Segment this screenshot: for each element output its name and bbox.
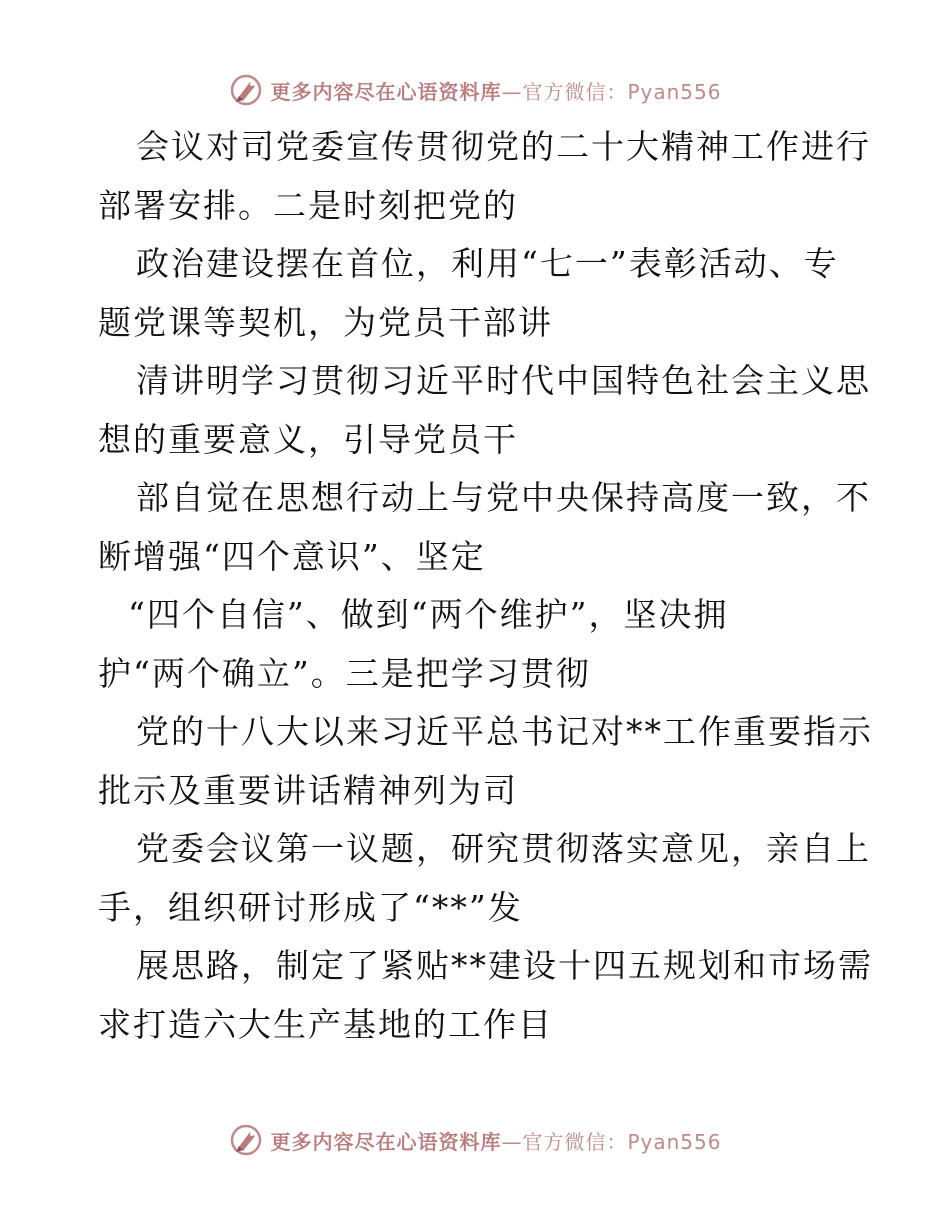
text-line: 护“两个确立”。三是把学习贯彻: [98, 653, 591, 693]
footer-banner-wechat: 官方微信：Pyan556: [522, 1129, 722, 1154]
header-banner-main: 更多内容尽在心语资料库: [270, 79, 502, 104]
text-line: 党委会议第一议题，研究贯彻落实意见，亲自上: [136, 829, 871, 868]
footer-banner-dash: —: [501, 1129, 523, 1154]
header-banner-text: [270, 76, 721, 105]
text-line: “四个自信”、做到“两个维护”，坚决拥: [128, 595, 729, 634]
footer-banner-inner: [228, 1122, 721, 1158]
header-banner-inner: [228, 72, 721, 108]
text-line: 题党课等契机，为党员干部讲: [98, 302, 553, 342]
pen-nib-logo-icon: [228, 1122, 264, 1158]
text-line: 展思路，制定了紧贴**建设十四五规划和市场需: [136, 946, 873, 985]
text-line: 想的重要意义，引导党员干: [98, 419, 518, 459]
pen-nib-logo-icon: [228, 72, 264, 108]
text-line: 党的十八大以来习近平总书记对**工作重要指示: [136, 712, 873, 751]
footer-banner-main: 更多内容尽在心语资料库: [270, 1129, 502, 1154]
footer-banner-text: [270, 1126, 721, 1155]
text-line: 清讲明学习贯彻习近平时代中国特色社会主义思: [136, 361, 871, 400]
header-banner-wechat: 官方微信：Pyan556: [522, 79, 722, 104]
text-line: 求打造六大生产基地的工作目: [98, 1004, 553, 1044]
footer-watermark-banner: [0, 1120, 950, 1160]
text-line: 政治建设摆在首位，利用“七一”表彰活动、专: [136, 244, 839, 283]
header-watermark-banner: [0, 70, 950, 110]
text-line: 会议对司党委宣传贯彻党的二十大精神工作进行: [136, 127, 871, 166]
text-line: 部署安排。二是时刻把党的: [98, 185, 518, 225]
text-line: 手，组织研讨形成了“**”发: [98, 887, 523, 927]
text-line: 部自觉在思想行动上与党中央保持高度一致，不: [136, 478, 871, 517]
text-line: 断增强“四个意识”、坚定: [98, 536, 486, 576]
text-line: 批示及重要讲话精神列为司: [98, 770, 518, 810]
document-body: [98, 118, 873, 1054]
header-banner-dash: —: [501, 79, 523, 104]
